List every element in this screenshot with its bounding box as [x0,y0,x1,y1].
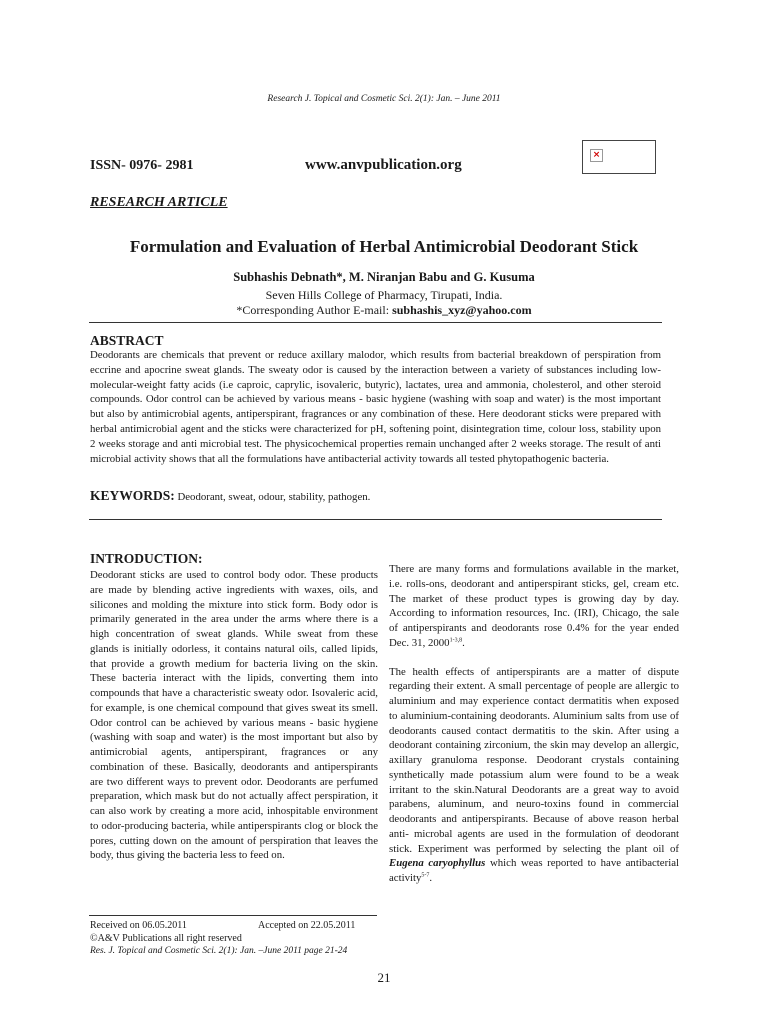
corresponding-label: *Corresponding Author E-mail: [236,303,393,317]
footnote-divider [89,915,377,916]
broken-image-icon: × [590,149,603,162]
paragraph: There are many forms and formulations available in the market, i.e. rolls-ons, deodorant and antiperspirant sticks, gel, cream etc. The market of these product types is growing day by day. According to information resources, Inc. (IRI), Chicago, the sale of antiperspirants and deodorants rose 0.4% for the year ended Dec. 31, 2000$^{1-3,8}$. [389,563,679,649]
paper-title: Formulation and Evaluation of Herbal Antimicrobial Deodorant Stick [129,237,639,256]
divider [89,519,662,520]
article-type: RESEARCH ARTICLE [90,195,228,210]
keywords-heading: KEYWORDS: [90,488,175,503]
accepted-date: Accepted on 22.05.2011 [258,920,356,931]
issn-number: ISSN- 0976- 2981 [90,158,194,173]
paragraph-text: The health effects of antiperspirants are a matter of dispute regarding their extent. A small percentage of people are allergic to aluminium and may experience contact dermatitis when exposed to aluminium-containing deodorants. Aluminium salts from use of deodorants caused contact dermatitis to the skin. After using a deodorant containing zirconium, the skin may develop an allergic, axillary granuloma response. Deodorant crystals containing synthetically made potassium alum were found to be a weak irritant to the skin.Natural Deodorants are a great way to avoid parabens, aluminum, and neuro-toxins found in commercial deodorants and antiperspirants. Because of above reason herbal anti- microbal agents are used in the formulation of deodorant stick. Experiment was performed by selecting the plant oil of [389,665,679,855]
introduction-left-column: Deodorant sticks are used to control body odor. These products are made by blending active ingredients with waxes, oils, and silicones and molding the mixture into stick form. Body odor is primarily generated in the area under the arms where there is a high concentration of sweat glands. While sweat from these glands is initially odorless, it contains natural oils, called lipids, that provide a growth medium for bacteria living on the skin. These bacteria interact with the lipids, converting them into compounds that have a characteristic sweaty odor. Isovaleric acid, for example, is one chemical compound that gives sweat its smell. Odor control can be achieved by various means - basic hygiene (washing with soap and water) is the most important but also by antimicrobial agents, antiperspirant, fragrances or any combination of these. Basically, deodorants and antiperspirants are two different ways to prevent odor. Deodorants are perfumed preparation, which mask but do not actually affect perspiration, it can also work by creating a more acid, inhospitable environment to odor-producing bacteria, while antiperspirants clog or block the pores, cutting down on the amount of perspiration that leaves the body, thus giving the bacteria less to feed on. [90,569,378,862]
affiliation: Seven Hills College of Pharmacy, Tirupati, India. [265,288,503,302]
abstract-heading: ABSTRACT [90,333,164,348]
received-date: Received on 06.05.2011 [90,920,187,931]
page-number: 21 [377,970,391,985]
citation-reference: 1-3,8 [449,637,463,644]
paragraph-text: There are many forms and formulations available in the market, i.e. rolls-ons, deodorant and antiperspirant sticks, gel, cream etc. The market of these product types is growing day by day. According to information resources, Inc. (IRI), Chicago, the sale of antiperspirants and deodorants rose 0.4% for the year ended Dec. 31, 2000 [389,563,679,649]
paragraph: The health effects of antiperspirants are a matter of dispute regarding their extent. A small percentage of people are allergic to aluminium and may experience contact dermatitis when exposed to aluminium-containing deodorants. Aluminium salts from use of deodorants caused contact dermatitis to the skin. After using a deodorant containing zirconium, the skin may develop an allergic, axillary granuloma response. Deodorant crystals containing synthetically made potassium alum were found to be a weak irritant to the skin.Natural Deodorants are a great way to avoid parabens, aluminum, and neuro-toxins found in commercial deodorants and antiperspirants. Because of above reason herbal anti- microbal agents are used in the formulation of deodorant stick. Experiment was performed by selecting the plant oil of Eugena caryophyllus which weas reported to have antibacterial activity$^{5-7}$. [389,665,679,884]
running-header: Research J. Topical and Cosmetic Sci. 2(1): Jan. – June 2011 [267,94,501,104]
introduction-heading: INTRODUCTION: [90,551,203,566]
journal-citation: Res. J. Topical and Cosmetic Sci. 2(1): Jan. –June 2011 page 21-24 [90,946,348,956]
divider [89,322,662,323]
corresponding-author [0,303,768,318]
citation-reference: 5-7 [421,872,430,879]
corresponding-email[interactable]: subhashis_xyz@yahoo.com [392,303,532,317]
author-list: Subhashis Debnath*, M. Niranjan Babu and G. Kusuma [233,270,535,284]
keywords-text: Deodorant, sweat, odour, stability, pathogen. [174,491,371,503]
introduction-right-column [389,562,679,886]
paragraph-text: which weas reported to have antibacterial activity [389,857,679,884]
species-name: Eugena caryophyllus [389,857,486,870]
journal-logo-placeholder [582,140,656,174]
copyright-notice: ©A&V Publications all right reserved [90,933,242,944]
keywords [90,488,370,504]
journal-website[interactable]: www.anvpublication.org [305,157,462,173]
abstract-body: Deodorants are chemicals that prevent or reduce axillary malodor, which results from bacterial breakdown of perspiration from eccrine and apocrine sweat glands. The sweaty odor is caused by the interaction between a variety of substances including low-molecular-weight fatty acids (i.e caproic, caprylic, isovaleric, butyric), lactates, urea and ammonia, cholesterol, and other steroid compounds. Odor control can be achieved by various means - basic hygiene (washing with soap and water) is the most important but also by antimicrobial agents, antiperspirant, fragrances or any combination of these. Here deodorant sticks were prepared with herbal antimicrobial agent and the sticks were characterized for pH, softening point, disintegration time, colour loss, stability upon 2 weeks storage and anti microbial test. The physicochemical properties remain unchanged after 2 weeks storage. The result of anti microbial activity shows that all the formulations have antibacterial activity towards all tested phytopathogenic bacteria. [90,349,661,465]
